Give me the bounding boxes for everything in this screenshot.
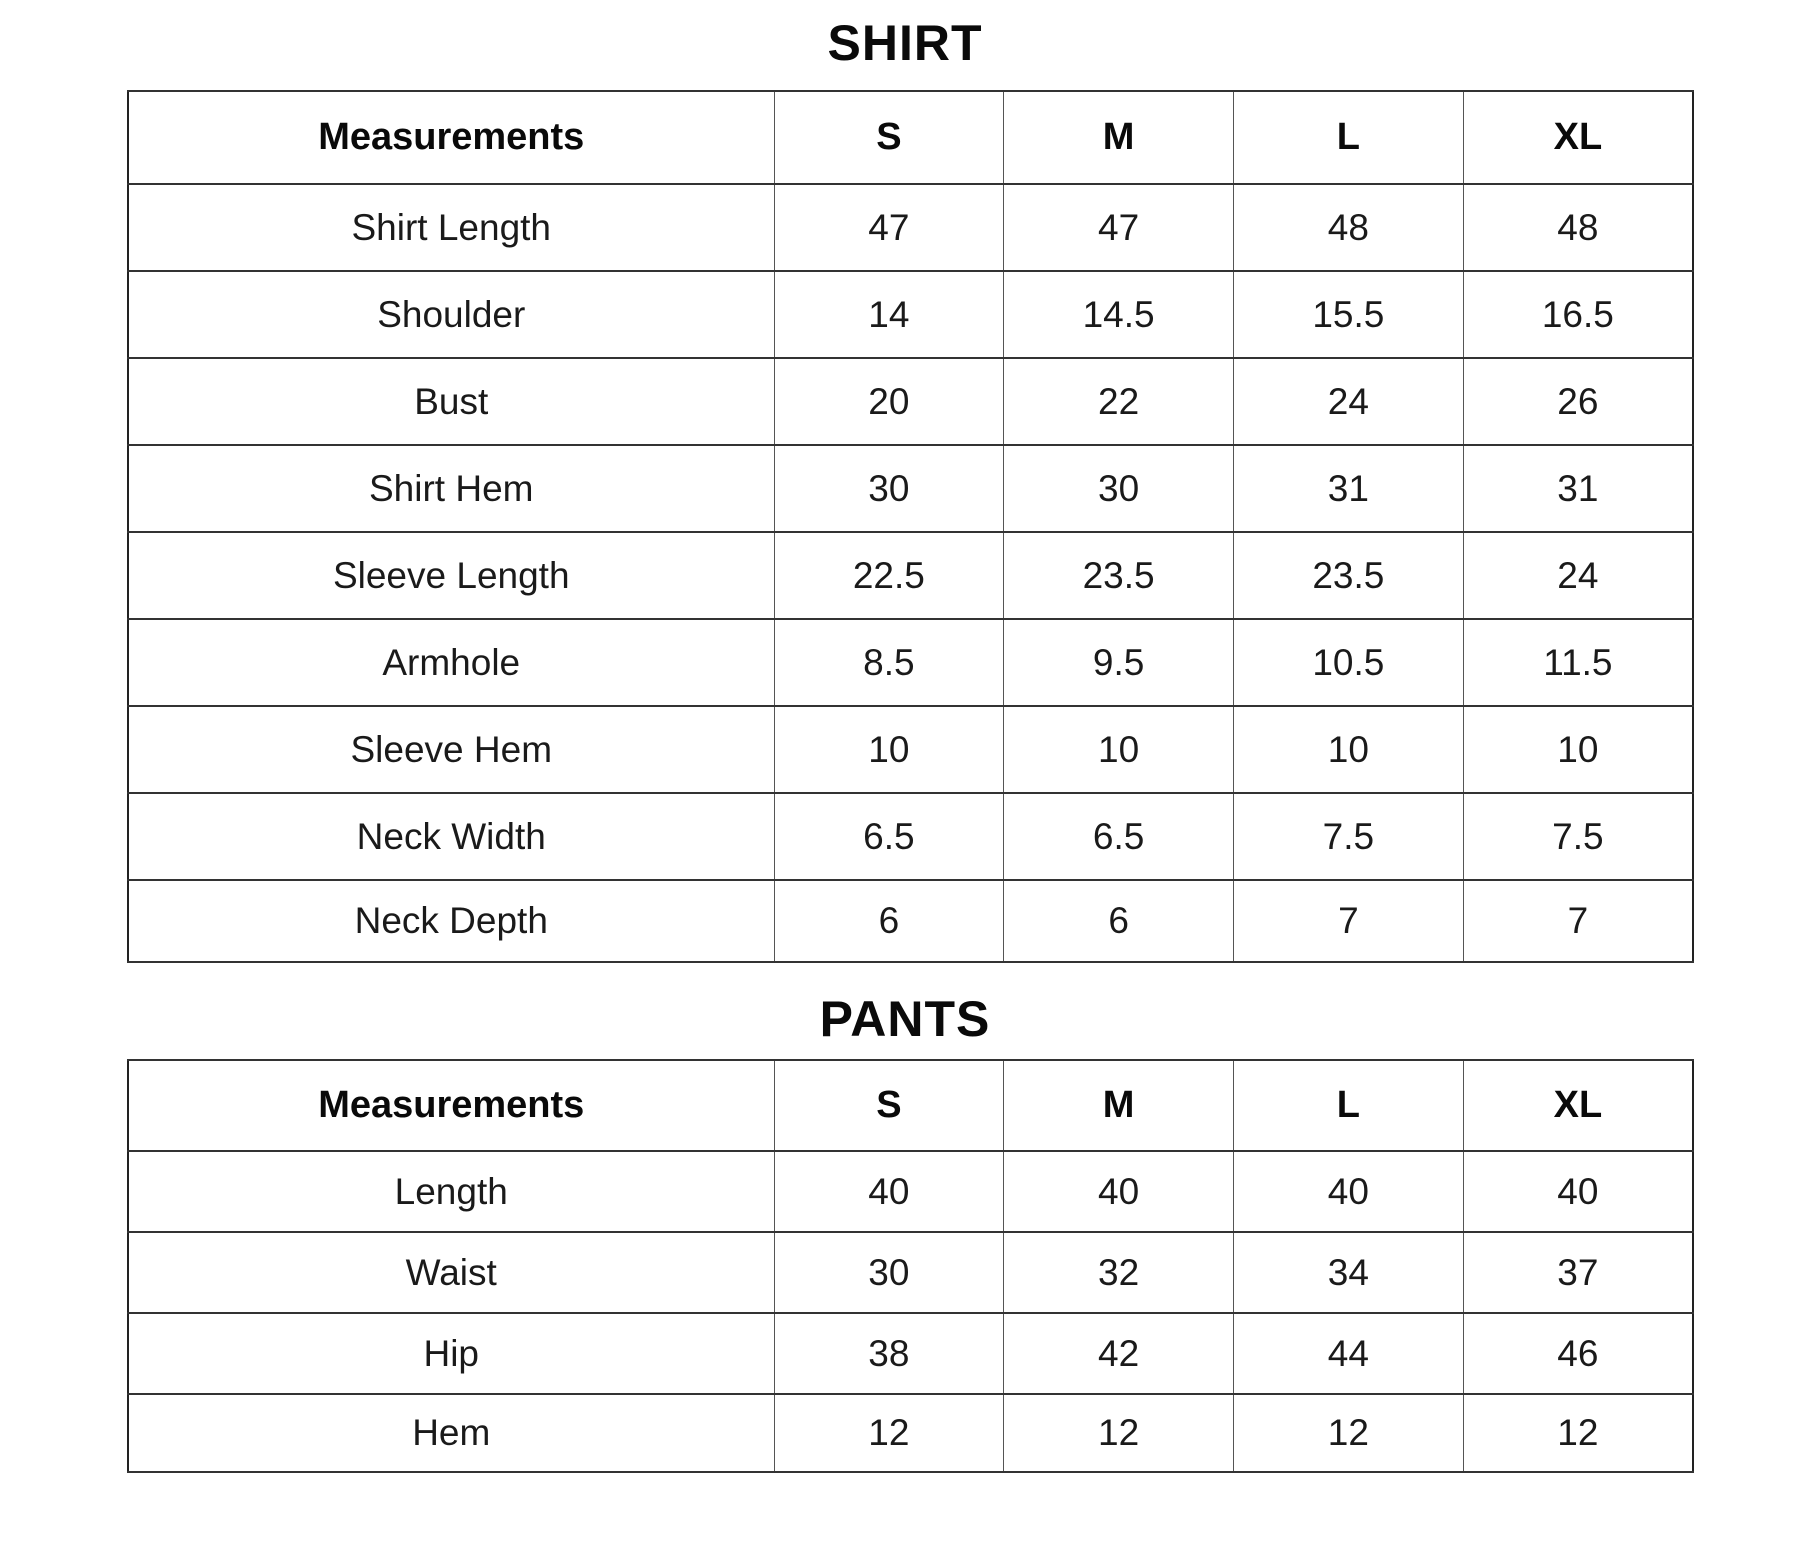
table-row xyxy=(128,358,1693,445)
cell-xl: 24 xyxy=(1463,532,1693,619)
cell-l: 7 xyxy=(1234,880,1464,962)
cell-l: 34 xyxy=(1234,1232,1464,1313)
header-size-xl: XL xyxy=(1463,91,1693,184)
cell-l: 10 xyxy=(1234,706,1464,793)
cell-l: 7.5 xyxy=(1234,793,1464,880)
cell-s: 47 xyxy=(774,184,1004,271)
table-row xyxy=(128,445,1693,532)
row-label: Armhole xyxy=(128,619,774,706)
cell-s: 30 xyxy=(774,445,1004,532)
header-size-l: L xyxy=(1234,1060,1464,1151)
cell-m: 47 xyxy=(1004,184,1234,271)
cell-m: 12 xyxy=(1004,1394,1234,1472)
header-size-s: S xyxy=(774,91,1004,184)
cell-l: 12 xyxy=(1234,1394,1464,1472)
cell-m: 22 xyxy=(1004,358,1234,445)
cell-xl: 26 xyxy=(1463,358,1693,445)
cell-s: 40 xyxy=(774,1151,1004,1232)
row-label: Sleeve Hem xyxy=(128,706,774,793)
header-measurements: Measurements xyxy=(128,1060,774,1151)
table-row xyxy=(128,1394,1693,1472)
row-label: Bust xyxy=(128,358,774,445)
cell-s: 6 xyxy=(774,880,1004,962)
cell-l: 44 xyxy=(1234,1313,1464,1394)
cell-s: 30 xyxy=(774,1232,1004,1313)
header-size-m: M xyxy=(1004,1060,1234,1151)
shirt-size-table xyxy=(127,90,1694,963)
cell-m: 32 xyxy=(1004,1232,1234,1313)
cell-s: 10 xyxy=(774,706,1004,793)
row-label: Shoulder xyxy=(128,271,774,358)
table-row xyxy=(128,880,1693,962)
cell-l: 10.5 xyxy=(1234,619,1464,706)
cell-s: 6.5 xyxy=(774,793,1004,880)
header-size-s: S xyxy=(774,1060,1004,1151)
pants-section-title: PANTS xyxy=(819,991,991,1047)
cell-xl: 10 xyxy=(1463,706,1693,793)
cell-xl: 7.5 xyxy=(1463,793,1693,880)
cell-s: 22.5 xyxy=(774,532,1004,619)
table-header-row xyxy=(128,91,1693,184)
row-label: Length xyxy=(128,1151,774,1232)
row-label: Waist xyxy=(128,1232,774,1313)
cell-xl: 7 xyxy=(1463,880,1693,962)
cell-m: 6 xyxy=(1004,880,1234,962)
table-row xyxy=(128,793,1693,880)
cell-xl: 46 xyxy=(1463,1313,1693,1394)
cell-m: 30 xyxy=(1004,445,1234,532)
shirt-section-title: SHIRT xyxy=(827,15,983,71)
table-row xyxy=(128,532,1693,619)
cell-l: 31 xyxy=(1234,445,1464,532)
cell-l: 48 xyxy=(1234,184,1464,271)
header-size-m: M xyxy=(1004,91,1234,184)
header-measurements: Measurements xyxy=(128,91,774,184)
row-label: Shirt Hem xyxy=(128,445,774,532)
table-row xyxy=(128,271,1693,358)
table-row xyxy=(128,184,1693,271)
row-label: Hip xyxy=(128,1313,774,1394)
pants-size-table xyxy=(127,1059,1694,1473)
cell-s: 14 xyxy=(774,271,1004,358)
header-size-xl: XL xyxy=(1463,1060,1693,1151)
cell-xl: 37 xyxy=(1463,1232,1693,1313)
cell-xl: 12 xyxy=(1463,1394,1693,1472)
cell-m: 10 xyxy=(1004,706,1234,793)
cell-l: 23.5 xyxy=(1234,532,1464,619)
cell-m: 14.5 xyxy=(1004,271,1234,358)
cell-s: 8.5 xyxy=(774,619,1004,706)
cell-l: 40 xyxy=(1234,1151,1464,1232)
cell-l: 15.5 xyxy=(1234,271,1464,358)
table-row xyxy=(128,1232,1693,1313)
table-header-row xyxy=(128,1060,1693,1151)
row-label: Hem xyxy=(128,1394,774,1472)
cell-s: 20 xyxy=(774,358,1004,445)
row-label: Neck Depth xyxy=(128,880,774,962)
row-label: Sleeve Length xyxy=(128,532,774,619)
table-row xyxy=(128,1151,1693,1232)
cell-s: 12 xyxy=(774,1394,1004,1472)
table-row xyxy=(128,1313,1693,1394)
cell-m: 23.5 xyxy=(1004,532,1234,619)
row-label: Neck Width xyxy=(128,793,774,880)
cell-xl: 31 xyxy=(1463,445,1693,532)
cell-xl: 11.5 xyxy=(1463,619,1693,706)
cell-xl: 48 xyxy=(1463,184,1693,271)
cell-m: 6.5 xyxy=(1004,793,1234,880)
cell-l: 24 xyxy=(1234,358,1464,445)
cell-s: 38 xyxy=(774,1313,1004,1394)
cell-m: 40 xyxy=(1004,1151,1234,1232)
cell-m: 9.5 xyxy=(1004,619,1234,706)
table-row xyxy=(128,619,1693,706)
table-row xyxy=(128,706,1693,793)
cell-xl: 40 xyxy=(1463,1151,1693,1232)
cell-m: 42 xyxy=(1004,1313,1234,1394)
cell-xl: 16.5 xyxy=(1463,271,1693,358)
row-label: Shirt Length xyxy=(128,184,774,271)
header-size-l: L xyxy=(1234,91,1464,184)
